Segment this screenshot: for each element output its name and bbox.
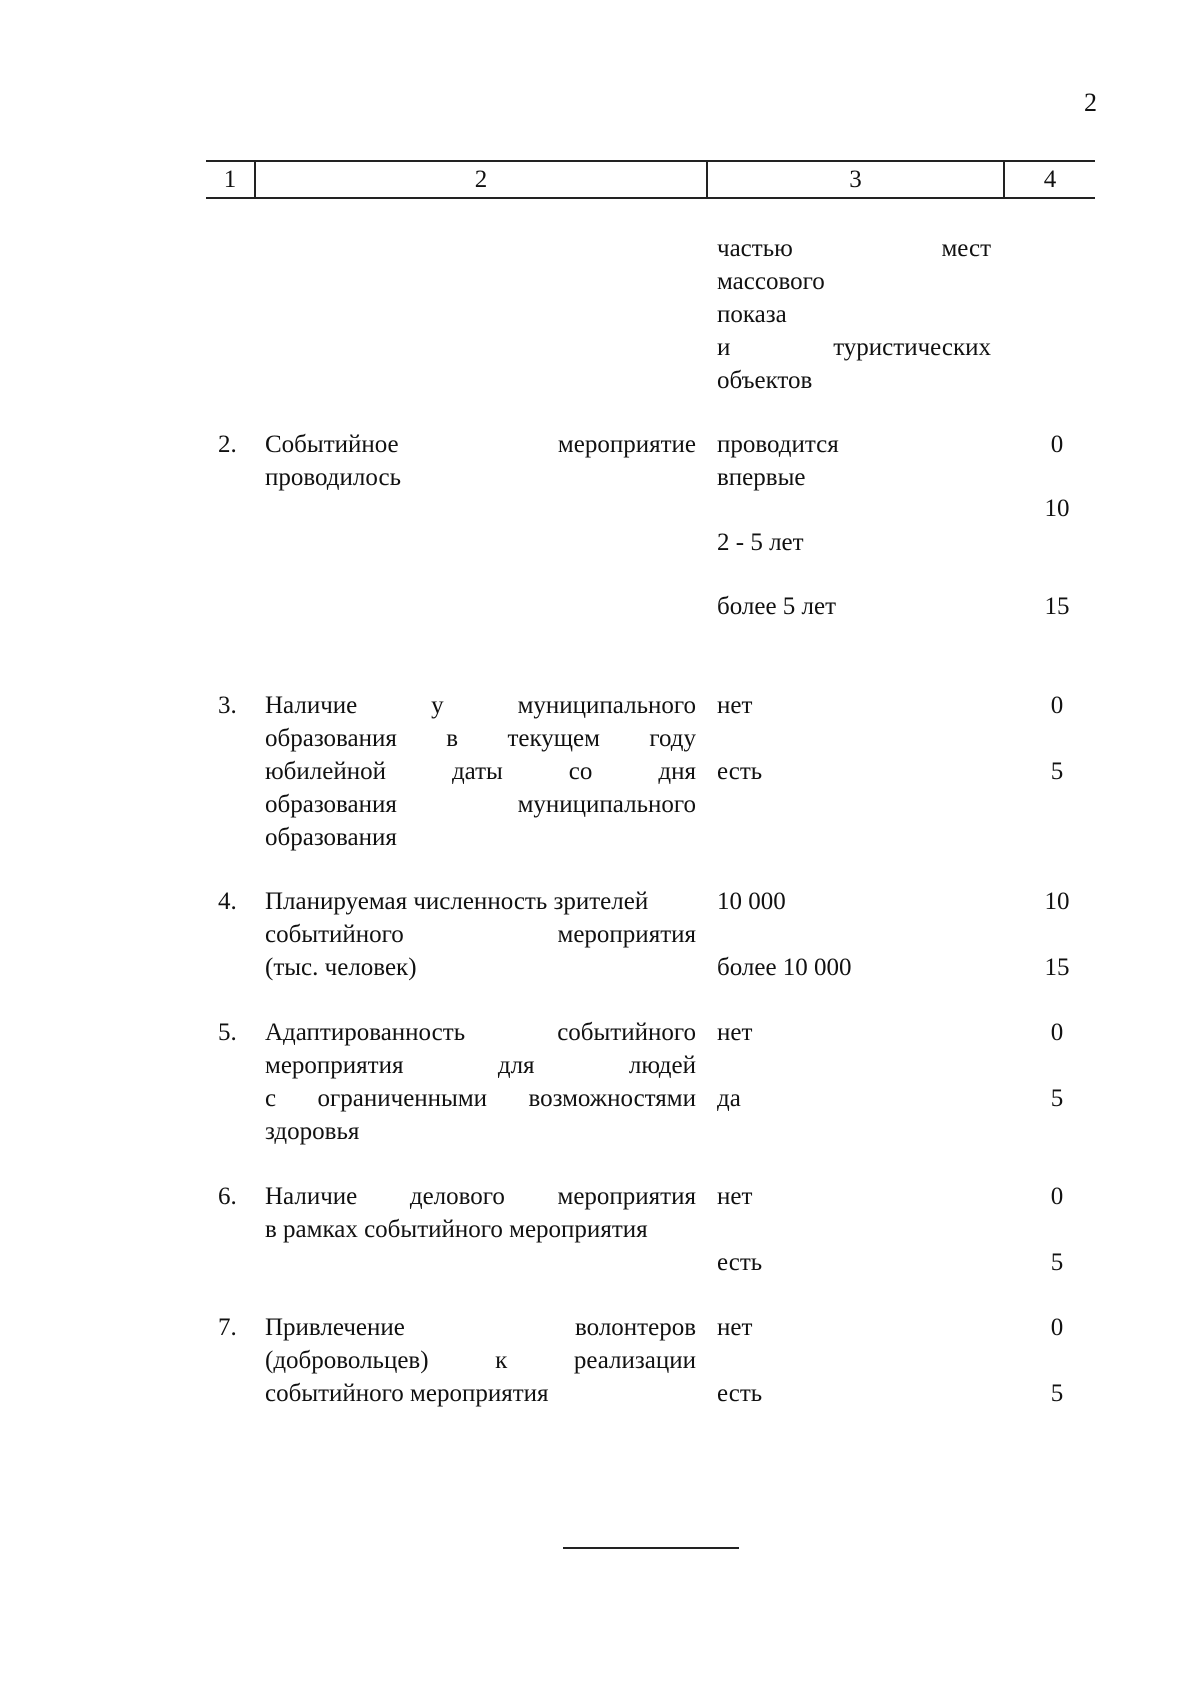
option-label: впервые	[717, 464, 806, 491]
option-score: 5	[1050, 1380, 1064, 1407]
option-label: есть	[717, 1380, 763, 1407]
word: текущем	[507, 725, 600, 752]
word: мероприятие	[557, 431, 696, 458]
row-number: 2.	[218, 431, 237, 458]
criterion-line: (тыс. человек)	[265, 954, 417, 981]
word: реализации	[573, 1347, 696, 1374]
word: Событийное	[265, 431, 399, 458]
word: делового	[409, 1183, 505, 1210]
word: у	[431, 692, 444, 719]
criterion-line	[265, 428, 696, 461]
word: волонтеров	[575, 1314, 696, 1341]
criterion-line: событийного мероприятия	[265, 1380, 549, 1407]
row-number: 7.	[218, 1314, 237, 1341]
word: ограниченными	[317, 1085, 488, 1112]
continuation-line: показа	[717, 301, 787, 328]
option-label: есть	[717, 758, 763, 785]
word: событийного	[265, 921, 404, 948]
word: мероприятия	[265, 1052, 404, 1079]
criterion-line	[265, 1344, 696, 1377]
option-score: 15	[1044, 954, 1070, 981]
word: году	[649, 725, 696, 752]
word: для	[497, 1052, 535, 1079]
option-score: 0	[1050, 1019, 1064, 1046]
word: дня	[658, 758, 696, 785]
word: мест	[941, 235, 991, 262]
option-label: более 10 000	[717, 954, 852, 981]
criterion-line	[265, 1082, 696, 1115]
option-score: 5	[1050, 758, 1064, 785]
option-score: 0	[1050, 1183, 1064, 1210]
option-label: нет	[717, 1314, 753, 1341]
word: туристических	[833, 334, 991, 361]
criterion-line	[265, 1016, 696, 1049]
option-label: нет	[717, 1183, 753, 1210]
page-number: 2	[1084, 88, 1097, 117]
option-score: 5	[1050, 1085, 1064, 1112]
criterion-line	[265, 1049, 696, 1082]
option-label: 10 000	[717, 888, 786, 915]
end-separator-line	[563, 1547, 739, 1549]
criterion-line	[265, 1311, 696, 1344]
column-header-3: 3	[706, 162, 1003, 197]
word: событийного	[557, 1019, 696, 1046]
word: частью	[717, 235, 793, 262]
option-label: да	[717, 1085, 741, 1112]
word: муниципального	[517, 791, 696, 818]
criterion-line	[265, 689, 696, 722]
word: образования	[265, 725, 397, 752]
word: Наличие	[265, 1183, 358, 1210]
column-header-1: 1	[223, 165, 237, 193]
word: образования	[265, 791, 397, 818]
word: людей	[628, 1052, 696, 1079]
option-score: 15	[1044, 593, 1070, 620]
criterion-line: образования	[265, 824, 397, 851]
option-label: более 5 лет	[717, 593, 837, 620]
column-header-2: 2	[254, 162, 706, 197]
option-label: проводится	[717, 431, 839, 458]
criterion-line	[265, 1180, 696, 1213]
row-number: 3.	[218, 692, 237, 719]
option-score: 0	[1050, 431, 1064, 458]
option-label: нет	[717, 692, 753, 719]
row-number: 6.	[218, 1183, 237, 1210]
option-label: 2 - 5 лет	[717, 529, 804, 556]
word: Привлечение	[265, 1314, 405, 1341]
option-score: 0	[1050, 1314, 1064, 1341]
criterion-line: здоровья	[265, 1118, 360, 1145]
criterion-line	[265, 918, 696, 951]
word: и	[717, 334, 731, 361]
criterion-line	[265, 722, 696, 755]
option-label: есть	[717, 1249, 763, 1276]
option-score: 10	[1044, 495, 1070, 522]
word: Наличие	[265, 692, 358, 719]
row-number: 5.	[218, 1019, 237, 1046]
column-header-4: 4	[1003, 162, 1095, 197]
criterion-line	[265, 755, 696, 788]
word: муниципального	[517, 692, 696, 719]
option-score: 0	[1050, 692, 1064, 719]
word: со	[568, 758, 593, 785]
word: с	[265, 1085, 277, 1112]
word: мероприятия	[557, 921, 696, 948]
option-label: нет	[717, 1019, 753, 1046]
word: даты	[451, 758, 503, 785]
word: Адаптированность	[265, 1019, 466, 1046]
row-number: 4.	[218, 888, 237, 915]
criterion-line: в рамках событийного мероприятия	[265, 1216, 648, 1243]
continuation-line	[717, 331, 991, 364]
criterion-line: проводилось	[265, 464, 401, 491]
word: (добровольцев)	[265, 1347, 429, 1374]
word: мероприятия	[557, 1183, 696, 1210]
word: юбилейной	[265, 758, 386, 785]
continuation-line: объектов	[717, 367, 813, 394]
option-score: 5	[1050, 1249, 1064, 1276]
table-header	[206, 160, 1095, 199]
word: к	[495, 1347, 508, 1374]
criterion-line: Планируемая численность зрителей	[265, 888, 649, 915]
continuation-line	[717, 232, 991, 265]
criterion-line	[265, 788, 696, 821]
continuation-line: массового	[717, 268, 825, 295]
option-score: 10	[1044, 888, 1070, 915]
word: в	[446, 725, 459, 752]
word: возможностями	[528, 1085, 696, 1112]
